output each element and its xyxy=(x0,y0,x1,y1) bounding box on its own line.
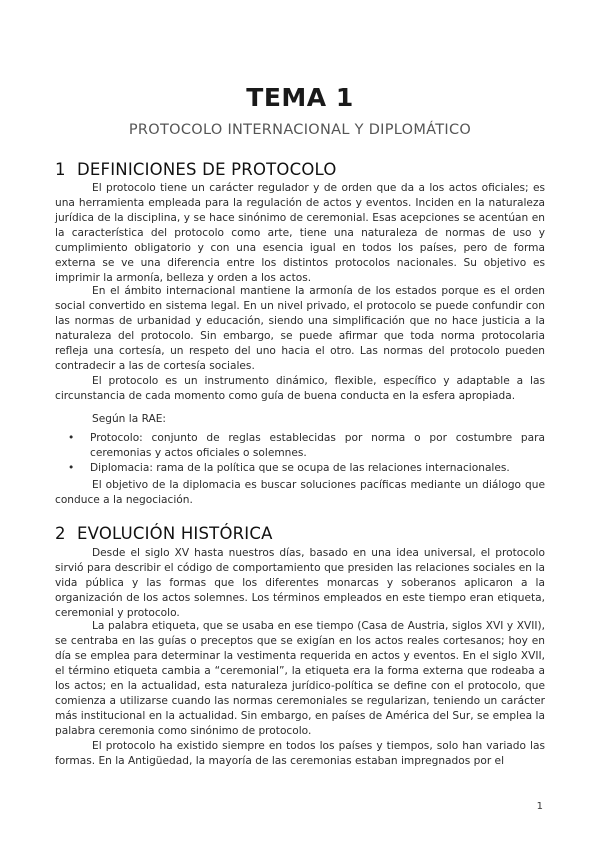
list-item xyxy=(55,461,545,476)
bullet-icon: • xyxy=(68,432,75,444)
list-item xyxy=(55,431,545,461)
paragraph: El objetivo de la diplomacia es buscar soluciones pacíficas mediante un diálogo que conduce a la negociación. xyxy=(55,479,545,506)
paragraph: La palabra etiqueta, que se usaba en ese tiempo (Casa de Austria, siglos XVI y XVII), se centraba en las guías o preceptos que se exigían en los actos reales cortesanos; hoy en día se emplea para determinar la vestimenta requerida en actos y eventos. En el siglo XVII, el término etiqueta cambia a “ceremonial”, la etiqueta era la forma externa que rodeaba a los actos; en la actualidad, esta naturaleza jurídico-política se define con el protocolo, que comienza a utilizarse cuando las normas ceremoniales se regularizan, teniendo un carácter más institucional en la actualidad. Sin embargo, en países de América del Sur, se emplea la palabra ceremonia como sinónimo de protocolo. xyxy=(55,620,545,737)
paragraph: En el ámbito internacional mantiene la armonía de los estados porque es el orden social convertido en sistema legal. En un nivel privado, el protocolo se puede confundir con las normas de urbanidad y educación, siendo una simplificación que no hace justicia a la naturaleza del protocolo. Sin embargo, se puede afirmar que toda norma protocolaria refleja una cortesía, un respeto del uno hacia el otro. Las normas del protocolo pueden contradecir a las de cortesía sociales. xyxy=(55,285,545,372)
document-title: TEMA 1 xyxy=(246,83,354,112)
section-number: 2 xyxy=(55,524,66,543)
rae-label: Según la RAE: xyxy=(92,413,167,425)
list-item-text: Protocolo: conjunto de reglas establecidas por norma o por costumbre para ceremonias y actos oficiales o solemnes. xyxy=(90,432,545,459)
list-item-text: Diplomacia: rama de la política que se ocupa de las relaciones internacionales. xyxy=(90,462,510,474)
paragraph: Desde el siglo XV hasta nuestros días, basado en una idea universal, el protocolo sirvió para describir el código de comportamiento que presiden las relaciones sociales en la vida pública y las formas que los diferentes monarcas y soberanos aplicaron a la organización de los actos solemnes. Los términos empleados en este tiempo eran etiqueta, ceremonial y protocolo. xyxy=(55,547,545,619)
definition-list xyxy=(55,431,545,476)
section-number: 1 xyxy=(55,160,66,179)
section-heading-2 xyxy=(55,524,273,543)
paragraph: El protocolo ha existido siempre en todos los países y tiempos, solo han variado las formas. En la Antigüedad, la mayoría de las ceremonias estaban impregnados por el xyxy=(55,740,545,767)
section-title: EVOLUCIÓN HISTÓRICA xyxy=(77,524,273,543)
section-heading-1 xyxy=(55,160,337,179)
document-subtitle: PROTOCOLO INTERNACIONAL Y DIPLOMÁTICO xyxy=(128,122,472,138)
page-number: 1 xyxy=(536,801,543,812)
paragraph: El protocolo es un instrumento dinámico, flexible, específico y adaptable a las circunstancia de cada momento como guía de buena conducta en la esfera apropiada. xyxy=(55,375,545,402)
paragraph: El protocolo tiene un carácter regulador y de orden que da a los actos oficiales; es una herramienta empleada para la regulación de actos y eventos. Inciden en la naturaleza jurídica de la disciplina, y se hace sinónimo de ceremonial. Esas acepciones se acentúan en la característica del protocolo como arte, tiene una naturaleza de normas de uso y cumplimiento obligatorio y con una esencia igual en todos los países, pero de forma externa se ve una diferencia entre los distintos protocolos nacionales. Su objetivo es imprimir la armonía, belleza y orden a los actos. xyxy=(55,182,545,284)
bullet-icon: • xyxy=(68,462,75,474)
section-title: DEFINICIONES DE PROTOCOLO xyxy=(77,160,337,179)
